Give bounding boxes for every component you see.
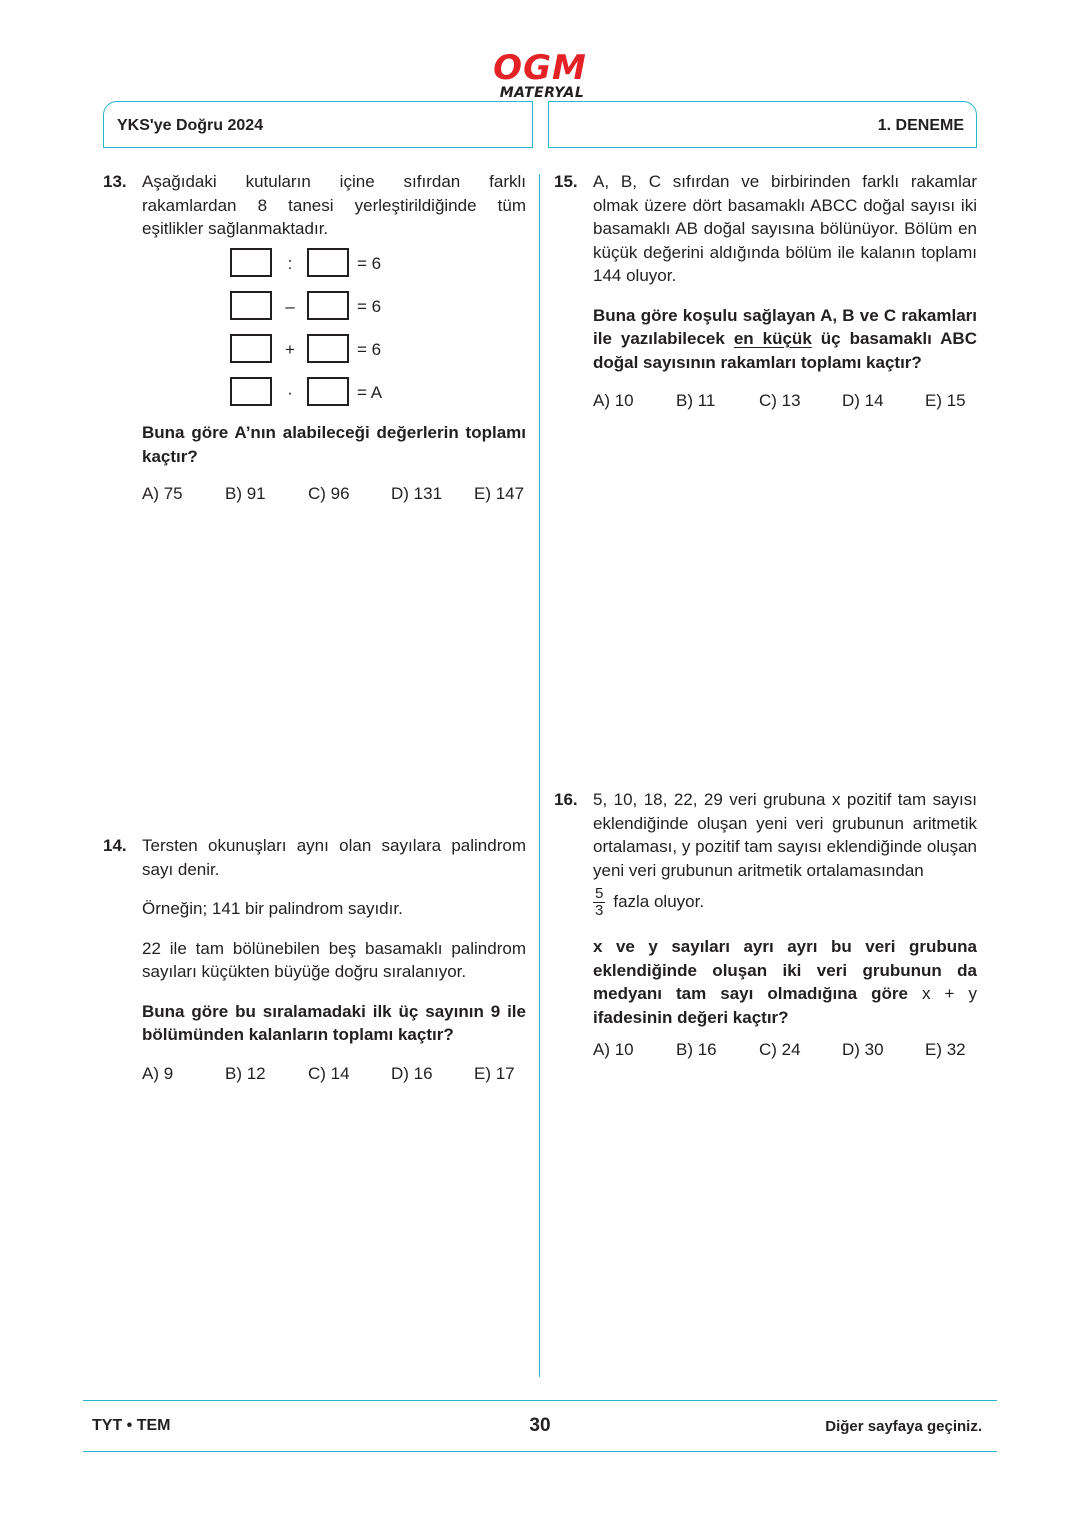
question-body — [142, 834, 526, 1063]
equation-row-1 — [230, 248, 450, 280]
empty-box — [307, 334, 349, 363]
option-d[interactable]: D) 131 — [391, 484, 443, 503]
prompt-underlined: en küçük — [733, 329, 812, 348]
equation-result: = A — [357, 383, 383, 402]
option-b[interactable]: B) 16 — [676, 1040, 717, 1059]
operator: – — [285, 297, 295, 316]
option-a[interactable]: A) 9 — [142, 1064, 174, 1083]
option-c[interactable]: C) 14 — [308, 1064, 350, 1083]
question-body — [593, 788, 977, 1045]
condition-text: 22 ile tam bölünebilen beş basamaklı palindrom sayıları küçükten büyüğe doğru sıralanıyor. — [142, 938, 526, 981]
empty-box — [230, 291, 272, 320]
question-text: Tersten okunuşları aynı olan sayılara palindrom sayı denir. — [142, 836, 526, 879]
option-b[interactable]: B) 91 — [225, 484, 266, 503]
question-prompt — [593, 935, 977, 1029]
page-number: 30 — [529, 1415, 551, 1436]
exam-series-title: YKS'ye Doğru 2024 — [117, 117, 264, 134]
question-text: A, B, C sıfırdan ve birbirinden farklı rakamlar olmak üzere dört basamaklı ABCC doğal sayısı iki basamaklı AB doğal sayısına bölünüyor. Bölüm en küçük değerini aldığında bölüm ile kalanın toplamı 144 oluyor. — [593, 172, 977, 285]
prompt-part-2: üç basamaklı ABC doğal sayısının rakamları toplamı kaçtır? — [593, 329, 977, 372]
question-number: 13. — [103, 172, 127, 191]
equation-row-2 — [230, 291, 450, 323]
footer-bottom-line — [83, 1451, 997, 1452]
answer-options — [142, 482, 557, 506]
option-a[interactable]: A) 10 — [593, 391, 634, 410]
exam-number-title: 1. DENEME — [877, 117, 964, 134]
option-d[interactable]: D) 14 — [842, 391, 884, 410]
fraction-denominator: 3 — [595, 902, 604, 919]
option-d[interactable]: D) 30 — [842, 1040, 884, 1059]
question-number: 15. — [554, 172, 578, 191]
answer-options — [593, 389, 1008, 413]
answer-options — [142, 1062, 557, 1086]
header-left-box — [103, 101, 533, 148]
question-prompt: Buna göre A’nın alabileceği değerlerin toplamı kaçtır? — [142, 423, 526, 466]
option-c[interactable]: C) 96 — [308, 484, 350, 503]
equation-row-4 — [230, 377, 450, 409]
option-a[interactable]: A) 10 — [593, 1040, 634, 1059]
prompt-expression: x + y — [922, 984, 977, 1003]
empty-box — [307, 377, 349, 406]
equation-row-3 — [230, 334, 450, 366]
option-c[interactable]: C) 24 — [759, 1040, 801, 1059]
answer-options — [593, 1038, 1008, 1062]
option-b[interactable]: B) 12 — [225, 1064, 266, 1083]
question-number: 16. — [554, 790, 578, 809]
option-c[interactable]: C) 13 — [759, 391, 801, 410]
question-text: 5, 10, 18, 22, 29 veri grubuna x pozitif tam sayısı eklendiğinde oluşan yeni veri grubunun aritmetik ortalaması, y pozitif tam sayısı eklendiğinde oluşan yeni veri grubunun aritmetik ortalamasından — [593, 790, 977, 880]
empty-box — [307, 291, 349, 320]
logo-main-text: OGM — [493, 48, 587, 88]
footer-test-label: TYT • TEM — [92, 1417, 171, 1434]
option-d[interactable]: D) 16 — [391, 1064, 433, 1083]
ogm-materyal-logo — [0, 50, 1080, 100]
prompt-part-1: x ve y sayıları ayrı ayrı bu veri grubuna eklendiğinde oluşan iki veri grubunun da medyanı tam sayı olmadığına göre — [593, 937, 977, 1003]
next-page-note: Diğer sayfaya geçiniz. — [825, 1418, 982, 1435]
equation-result: = 6 — [357, 297, 382, 316]
header-right-box — [548, 101, 977, 148]
question-prompt — [593, 304, 977, 375]
fraction-numerator: 5 — [595, 885, 604, 902]
option-a[interactable]: A) 75 — [142, 484, 183, 503]
empty-box — [230, 377, 272, 406]
prompt-part-2: ifadesinin değeri kaçtır? — [593, 1007, 789, 1027]
option-e[interactable]: E) 147 — [474, 484, 525, 503]
question-prompt: Buna göre bu sıralamadaki ilk üç sayının 9 ile bölümünden kalanların toplamı kaçtır? — [142, 1001, 526, 1044]
option-e[interactable]: E) 17 — [474, 1064, 515, 1083]
question-body — [593, 170, 977, 390]
equation-result: = 6 — [357, 254, 382, 273]
empty-box — [230, 248, 272, 277]
logo-sub-text: MATERYAL — [499, 85, 585, 101]
fraction — [593, 886, 605, 919]
prompt-part-1: Buna göre koşulu sağlayan A, B ve C rakamları ile yazılabilecek — [593, 305, 977, 348]
equation-result: = 6 — [357, 340, 382, 359]
empty-box — [230, 334, 272, 363]
column-divider — [539, 174, 540, 1377]
question-text: Aşağıdaki kutuların içine sıfırdan farklı rakamlardan 8 tanesi yerleştirildiğinde tüm eşitlikler sağlanmaktadır. — [142, 172, 526, 238]
question-text-end — [593, 886, 977, 919]
text-end: fazla oluyor. — [613, 891, 705, 911]
empty-box — [307, 248, 349, 277]
example-text: Örneğin; 141 bir palindrom sayıdır. — [142, 899, 403, 918]
question-number: 14. — [103, 836, 127, 855]
footer-top-line — [83, 1400, 997, 1401]
operator: + — [285, 340, 295, 359]
option-e[interactable]: E) 32 — [925, 1040, 966, 1059]
option-e[interactable]: E) 15 — [925, 391, 966, 410]
operator: : — [287, 254, 293, 273]
option-b[interactable]: B) 11 — [676, 391, 716, 410]
operator: · — [287, 383, 293, 402]
